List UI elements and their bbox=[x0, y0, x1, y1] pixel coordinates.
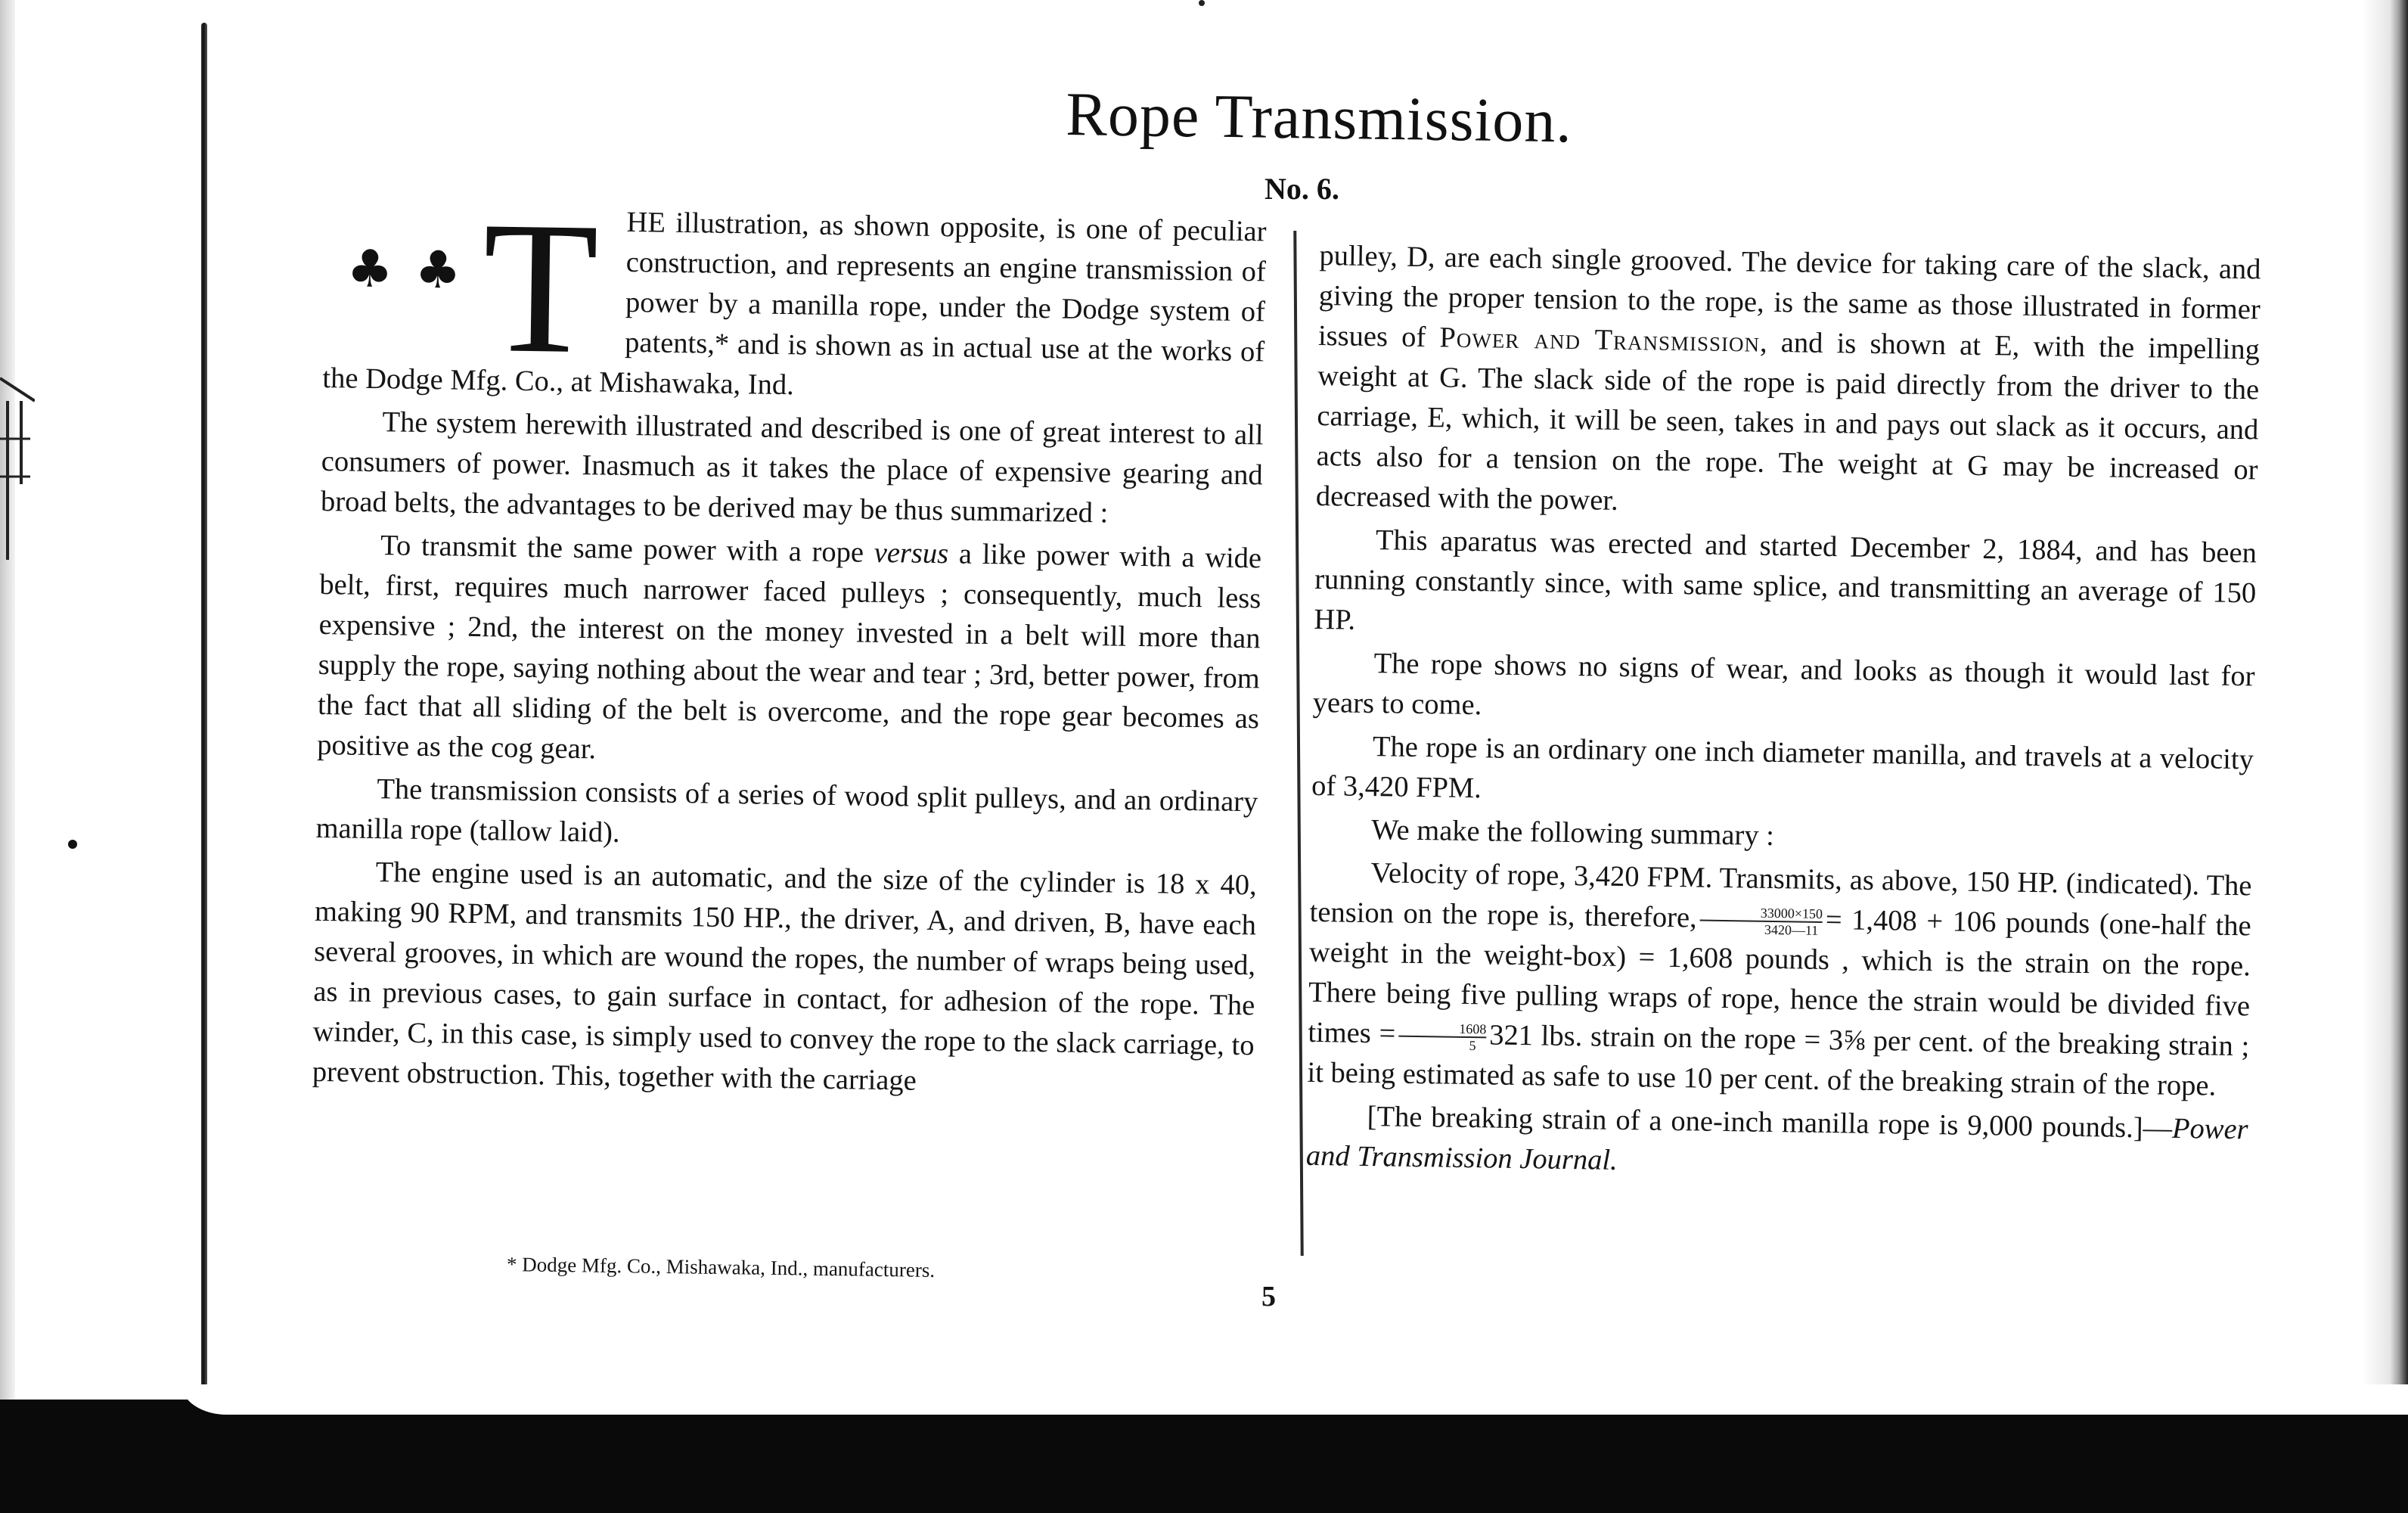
journal-name: Power and Transmission bbox=[1439, 322, 1761, 359]
facing-page-drawing-fragment bbox=[0, 371, 35, 567]
page-edge-shadow bbox=[0, 0, 15, 1407]
page-subtitle: No. 6. bbox=[1265, 172, 1339, 206]
column-divider bbox=[1293, 231, 1303, 1256]
source-citation: Power and Transmission Journal. bbox=[1305, 1112, 2248, 1176]
club-ornament-icon: ♣ bbox=[414, 240, 462, 301]
paragraph: We make the following summary : bbox=[1371, 814, 1775, 852]
scanner-bed-border bbox=[0, 1400, 2408, 1513]
paragraph-text: , and is shown at E, with the impelling weight at G. The slack side of the rope is paid directly from the driver to the carriage, E, which, it will be seen, takes in and pays out slack as it occurs, and acts also for a tension on the rope. The weight at G may be increased or decreased with the power. bbox=[1315, 326, 2261, 517]
emphasis-text: versus bbox=[874, 536, 949, 570]
paragraph bbox=[1315, 236, 2261, 530]
paragraph-text: To transmit the same power with a rope bbox=[380, 530, 875, 569]
paragraph: The engine used is an automatic, and the size of the cylinder is 18 x 40, making 90 RPM, and transmits 150 HP., the driver, A, and driven, B, have each several grooves, in which are wound the ropes, the number of wraps being used, as in previous cases, to gain surface in contact, for adhesion of the rope. The winder, C, in this case, is simply used to convey the rope to the slack carriage, to prevent obstruction. This, together with the carriage bbox=[312, 856, 1257, 1097]
fraction bbox=[1398, 1021, 1487, 1054]
paragraph: This aparatus was erected and started December 2, 1884, and has been running constantly since, with same splice, and transmitting an average of 150 HP. bbox=[1314, 524, 2258, 636]
footnote: * Dodge Mfg. Co., Mishawaka, Ind., manufacturers. bbox=[506, 1253, 936, 1282]
paragraph-text: pulley, D, are each single grooved. The device for taking care of the slack, and giving the proper tension to the rope, is the same as those illustrated in former issues of bbox=[1317, 239, 2261, 354]
page-bottom-curve bbox=[182, 1384, 2408, 1415]
scan-speck bbox=[1199, 0, 1205, 6]
paragraph: The transmission consists of a series of wood split pulleys, and an ordinary manilla rope (tallow laid). bbox=[315, 773, 1258, 849]
paragraph-text: [The breaking strain of a one-inch manilla rope is 9,000 pounds.]— bbox=[1367, 1101, 2173, 1145]
page-title: Rope Transmission. bbox=[1065, 79, 1573, 156]
fraction-denominator: 3420—11 bbox=[1764, 921, 1819, 939]
page-edge-right bbox=[2363, 0, 2408, 1407]
paragraph bbox=[1306, 1096, 2248, 1190]
club-ornament-icon: ♣ bbox=[346, 239, 394, 300]
paragraph bbox=[322, 182, 1267, 412]
fraction bbox=[1699, 905, 1823, 938]
right-column bbox=[1306, 236, 2261, 1193]
paragraph: The rope is an ordinary one inch diameter manilla, and travels at a velocity of 3,420 FPM. bbox=[1311, 731, 2254, 805]
page-number: 5 bbox=[1261, 1281, 1276, 1313]
paragraph bbox=[1307, 853, 2252, 1107]
fraction-numerator: 33000×150 bbox=[1700, 905, 1823, 923]
paragraph: The rope shows no signs of wear, and looks as though it would last for years to come. bbox=[1312, 648, 2255, 722]
paragraph-text: Velocity of rope, 3,420 FPM. Transmits, as above, 150 HP. (indicated). The tension on the rope is, therefore, bbox=[1309, 857, 2252, 934]
paragraph: The system herewith illustrated and described is one of great interest to all consumers of power. Inasmuch as it takes the place of expensive gearing and broad belts, the advantages to be derived may be thus summarized : bbox=[320, 406, 1264, 530]
paragraph bbox=[317, 525, 1262, 779]
scan-speck bbox=[68, 840, 77, 849]
drop-cap: T bbox=[481, 182, 600, 394]
fraction-denominator: 5 bbox=[1469, 1038, 1476, 1054]
page-gutter bbox=[201, 23, 207, 1400]
paragraph-text: 321 lbs. strain on the rope = 3⅝ per cent. of the breaking strain ; it being estimated as safe to use 10 per cent. of the breaking strain of the rope. bbox=[1307, 1019, 2250, 1102]
paragraph-text: = 1,408 + 106 pounds (one-half the weight in the weight-box) = 1,608 pounds , which is the strain on the rope. There being five pulling wraps of rope, hence the strain would be divided five times = bbox=[1308, 904, 2251, 1050]
left-column bbox=[312, 182, 1267, 1109]
fraction-numerator: 1608 bbox=[1398, 1021, 1486, 1039]
drop-cap-block bbox=[324, 182, 624, 394]
paragraph-text: a like power with a wide belt, first, requires much narrower faced pulleys ; consequently, much less expensive ; 2nd, the interest on the money invested in a belt will more than supply the rope, saying nothing about the wear and tear ; 3rd, better power, from the fact that all sliding of the belt is overcome, and the rope gear becomes as positive as the cog gear. bbox=[316, 538, 1262, 766]
paragraph-text: HE illustration, as shown opposite, is one of peculiar construction, and represents an engine transmission of power by a manilla rope, under the Dodge system of patents,* and is shown as in actual use at the works of the Dodge Mfg. Co., at Mishawaka, Ind. bbox=[322, 206, 1267, 402]
